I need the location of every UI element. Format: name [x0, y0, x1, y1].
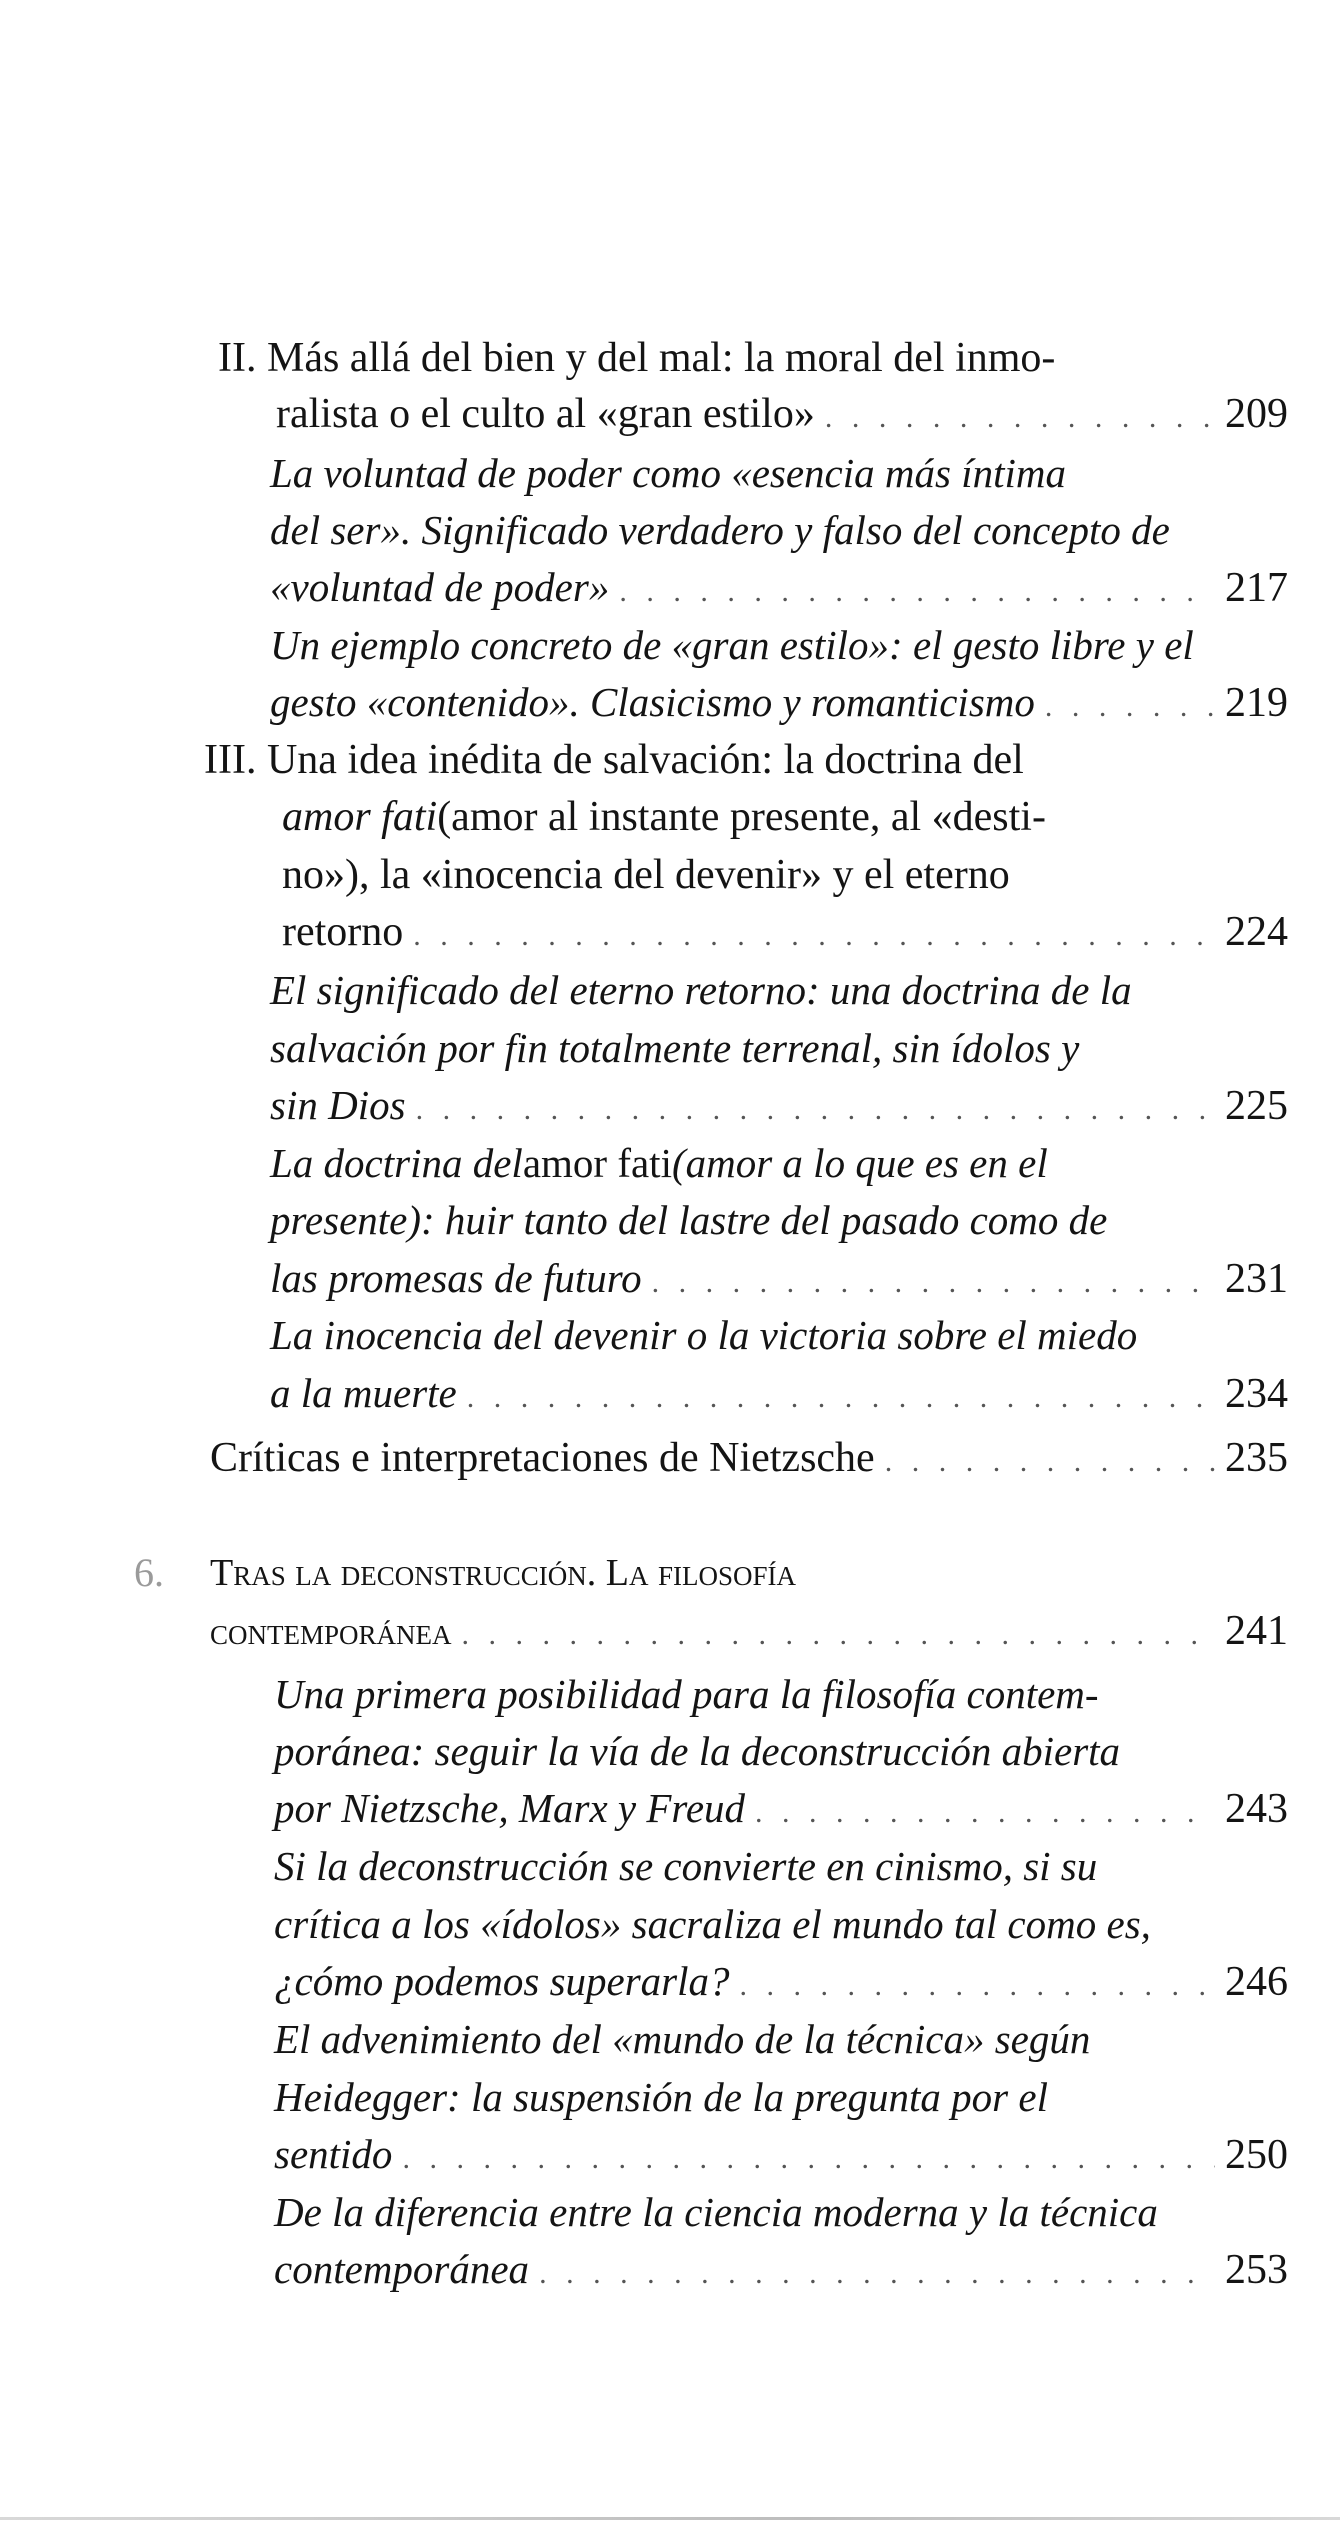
toc-criticas-entry: [210, 1430, 1288, 1490]
toc-subentry-8-line1: [274, 2011, 1090, 2067]
toc-section-ii-line1: [218, 330, 1055, 386]
page-number: 225: [1225, 1083, 1288, 1129]
chapter-number: 6.: [134, 1550, 164, 1595]
dot-leader: [539, 2246, 1215, 2302]
toc-subentry-6-line3: [274, 1780, 1288, 1841]
toc-subentry-4-line2: [270, 1192, 1107, 1248]
toc-text: ¿cómo podemos superarla?: [274, 1958, 730, 2004]
toc-text: Una primera posibilidad para la filosofía contem-: [274, 1671, 1099, 1717]
toc-text: La doctrina del: [270, 1140, 523, 1186]
page-number: 234: [1225, 1371, 1288, 1417]
toc-text: De la diferencia entre la ciencia moderna y la técnica: [274, 2189, 1158, 2235]
toc-subentry-8-line2: [274, 2069, 1048, 2125]
toc-text: Un ejemplo concreto de «gran estilo»: el gesto libre y el: [270, 622, 1194, 668]
dot-leader: [402, 2131, 1215, 2187]
toc-subentry-5-line2: [270, 1365, 1288, 1426]
toc-text-upright: amor fati: [522, 1140, 672, 1186]
dot-leader: [652, 1255, 1215, 1311]
toc-subentry-7-line1: [274, 1838, 1097, 1894]
dot-leader: [740, 1958, 1215, 2014]
toc-text: gesto «contenido». Clasicismo y romanticismo: [270, 679, 1035, 725]
page-number: 217: [1225, 565, 1288, 611]
toc-text: crítica a los «ídolos» sacraliza el mundo tal como es,: [274, 1901, 1151, 1947]
toc-text: El advenimiento del «mundo de la técnica» según: [274, 2016, 1091, 2062]
toc-subentry-4-line1: [270, 1135, 1048, 1191]
dot-leader: [416, 1082, 1215, 1138]
dot-leader: [825, 390, 1215, 446]
toc-section-iii-line1: [204, 732, 1024, 788]
dot-leader: [619, 564, 1215, 620]
toc-section-iii-line2: [282, 789, 1046, 845]
toc-subentry-1-line2: [270, 502, 1170, 558]
toc-subentry-3-line1: [270, 962, 1132, 1018]
page-number: 209: [1225, 391, 1288, 437]
toc-text: sentido: [274, 2131, 393, 2177]
dot-leader: [1045, 679, 1215, 735]
toc-text: no»), la «inocencia del devenir» y el eterno: [282, 852, 1010, 898]
toc-subentry-3-line3: [270, 1077, 1288, 1138]
toc-text: salvación por fin totalmente terrenal, sin ídolos y: [270, 1025, 1080, 1071]
toc-subentry-3-line2: [270, 1020, 1079, 1076]
toc-text: III. Una idea inédita de salvación: la doctrina del: [204, 737, 1024, 783]
toc-text: La voluntad de poder como «esencia más íntima: [270, 450, 1066, 496]
toc-text: presente): huir tanto del lastre del pasado como de: [270, 1197, 1108, 1243]
chapter-title: Tras la deconstrucción. La filosofía: [210, 1552, 796, 1594]
toc-subentry-1-line1: [270, 445, 1066, 501]
page-number: 246: [1225, 1959, 1288, 2005]
toc-subentry-4-line3: [270, 1250, 1288, 1311]
toc-section-iii-line4: [282, 904, 1288, 964]
toc-text: El significado del eterno retorno: una doctrina de la: [270, 967, 1132, 1013]
toc-text: retorno: [282, 909, 404, 955]
toc-text: ralista o el culto al «gran estilo»: [276, 391, 815, 437]
page-number: 250: [1225, 2132, 1288, 2178]
toc-subentry-6-line1: [274, 1666, 1099, 1722]
toc-subentry-2-line1: [270, 617, 1194, 673]
page-bottom-edge: [0, 2517, 1340, 2520]
chapter-title: contemporánea: [210, 1611, 452, 1653]
toc-subentry-8-line3: [274, 2126, 1288, 2187]
page-number: 231: [1225, 1256, 1288, 1302]
toc-text: Críticas e interpretaciones de Nietzsche: [210, 1435, 875, 1481]
toc-text: Heidegger: la suspensión de la pregunta por el: [274, 2074, 1048, 2120]
toc-text: contemporánea: [274, 2246, 530, 2292]
toc-text: las promesas de futuro: [270, 1255, 642, 1301]
page-number: 253: [1225, 2247, 1288, 2293]
toc-chapter-6-line2: [210, 1603, 1288, 1663]
page-number: 219: [1225, 680, 1288, 726]
page-number: 243: [1225, 1786, 1288, 1832]
toc-text: a la muerte: [270, 1370, 457, 1416]
dot-leader: [462, 1607, 1215, 1663]
toc-text: Si la deconstrucción se convierte en cinismo, si su: [274, 1843, 1098, 1889]
page-number: 224: [1225, 909, 1288, 955]
toc-subentry-7-line2: [274, 1896, 1151, 1952]
toc-section-iii-line3: [282, 847, 1010, 903]
toc-text: por Nietzsche, Marx y Freud: [274, 1785, 746, 1831]
dot-leader: [755, 1785, 1215, 1841]
dot-leader: [413, 908, 1215, 964]
toc-text: (amor a lo que es en el: [671, 1140, 1048, 1186]
toc-subentry-7-line3: [274, 1953, 1288, 2014]
dot-leader: [467, 1370, 1215, 1426]
toc-text: «voluntad de poder»: [270, 564, 610, 610]
toc-subentry-9-line1: [274, 2184, 1158, 2240]
toc-text: La inocencia del devenir o la victoria sobre el miedo: [270, 1312, 1138, 1358]
toc-subentry-2-line2: [270, 674, 1288, 735]
toc-subentry-9-line2: [274, 2241, 1288, 2302]
toc-subentry-6-line2: [274, 1723, 1120, 1779]
toc-text: sin Dios: [270, 1082, 406, 1128]
page-number: 235: [1225, 1435, 1288, 1481]
page-number: 241: [1225, 1608, 1288, 1654]
toc-text: del ser». Significado verdadero y falso del concepto de: [270, 507, 1170, 553]
toc-chapter-6-line1: [210, 1545, 796, 1601]
toc-text-italic: amor fati: [282, 794, 438, 840]
toc-subentry-1-line3: [270, 559, 1288, 620]
toc-text: II. Más allá del bien y del mal: la moral del inmo-: [218, 335, 1056, 381]
dot-leader: [885, 1434, 1215, 1490]
toc-text: poránea: seguir la vía de la deconstrucción abierta: [274, 1728, 1121, 1774]
toc-section-ii-line2: [276, 386, 1288, 446]
toc-subentry-5-line1: [270, 1307, 1137, 1363]
toc-text: (amor al instante presente, al «desti-: [437, 794, 1046, 840]
